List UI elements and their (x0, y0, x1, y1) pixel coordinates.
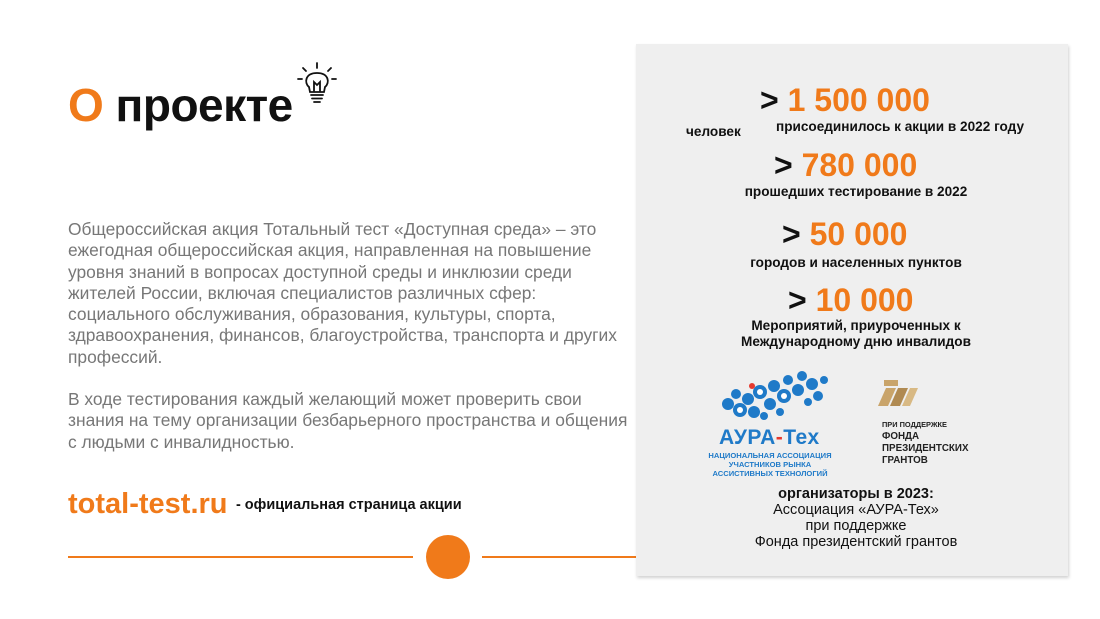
stat-cities (782, 216, 907, 253)
stat-label-line: Международному дню инвалидов (741, 334, 971, 349)
stat-label: городов и населенных пунктов (750, 255, 962, 270)
presidential-grants-fund-logo (874, 376, 922, 414)
aura-tech-subtitle (700, 451, 840, 478)
official-site (68, 488, 462, 521)
description-paragraph-1: Общероссийская акция Тотальный тест «Доступная среда» – это ежегодная общероссийская акция, направленная на повышение уровня знаний в вопросах доступной среды и инклюзии среди жителей России, включая специалистов различных сфер: социального обслуживания, образования, культуры, спорта, здравоохранения, финансов, благоустройства, транспорта и других профессий. (68, 219, 617, 367)
stat-tested (774, 147, 917, 184)
description-paragraph-2: В ходе тестирования каждый желающий может проверить свои знания на тему организации безбарьерного пространства и общения с людьми с инвалидностью. (68, 389, 628, 452)
aura-dash: - (775, 426, 784, 449)
fund-name-line: ПРЕЗИДЕНТСКИХ (882, 443, 969, 454)
fund-name (882, 431, 969, 467)
fund-name-line: ФОНДА (882, 431, 920, 442)
stat-prefix: > (782, 216, 810, 252)
aura-sub-line: НАЦИОНАЛЬНАЯ АССОЦИАЦИЯ (708, 451, 832, 460)
stat-events (788, 282, 913, 319)
aura-tech-logo-text (719, 426, 820, 450)
title-rest: проекте (103, 79, 293, 131)
stat-value: 50 000 (809, 216, 908, 252)
aura-sub-line: УЧАСТНИКОВ РЫНКА (728, 460, 812, 469)
stat-label (650, 318, 1062, 350)
aura-name-b: Тех (783, 426, 820, 449)
aura-name: АУРА (719, 426, 776, 449)
site-caption: - официальная страница акции (235, 496, 462, 513)
stat-value: 10 000 (815, 282, 914, 318)
stat-label-line: Мероприятий, приуроченных к (751, 318, 961, 333)
stat-prefix: > (760, 82, 788, 118)
organizers-heading: организаторы в 2023: (778, 486, 934, 502)
stat-label: прошедших тестирование в 2022 (744, 184, 968, 199)
stat-label: человек (686, 124, 741, 139)
title-prefix: О (68, 79, 104, 131)
organizers-line: при поддержке (805, 518, 907, 534)
site-link[interactable]: total-test.ru (68, 488, 228, 520)
stat-prefix: > (774, 147, 802, 183)
organizers-line: Ассоциация «АУРА-Тех» (773, 502, 939, 518)
stat-label: присоединилось к акции в 2022 году (776, 119, 1025, 134)
stat-value: 1 500 000 (787, 82, 930, 118)
divider-left (68, 556, 413, 558)
aura-tech-logo-map (718, 366, 834, 426)
fund-support-label: ПРИ ПОДДЕРЖКЕ (882, 420, 947, 429)
stat-value: 780 000 (801, 147, 918, 183)
fund-name-line: ГРАНТОВ (882, 455, 928, 466)
stat-prefix: > (788, 282, 816, 318)
lightbulb-icon (296, 60, 338, 106)
circle-dot (426, 535, 470, 579)
organizers-line: Фонда президентский грантов (754, 534, 958, 550)
page-title (68, 78, 293, 132)
organizers-block (650, 486, 1062, 550)
stat-participants (760, 82, 930, 119)
aura-sub-line: АССИСТИВНЫХ ТЕХНОЛОГИЙ (712, 469, 828, 478)
